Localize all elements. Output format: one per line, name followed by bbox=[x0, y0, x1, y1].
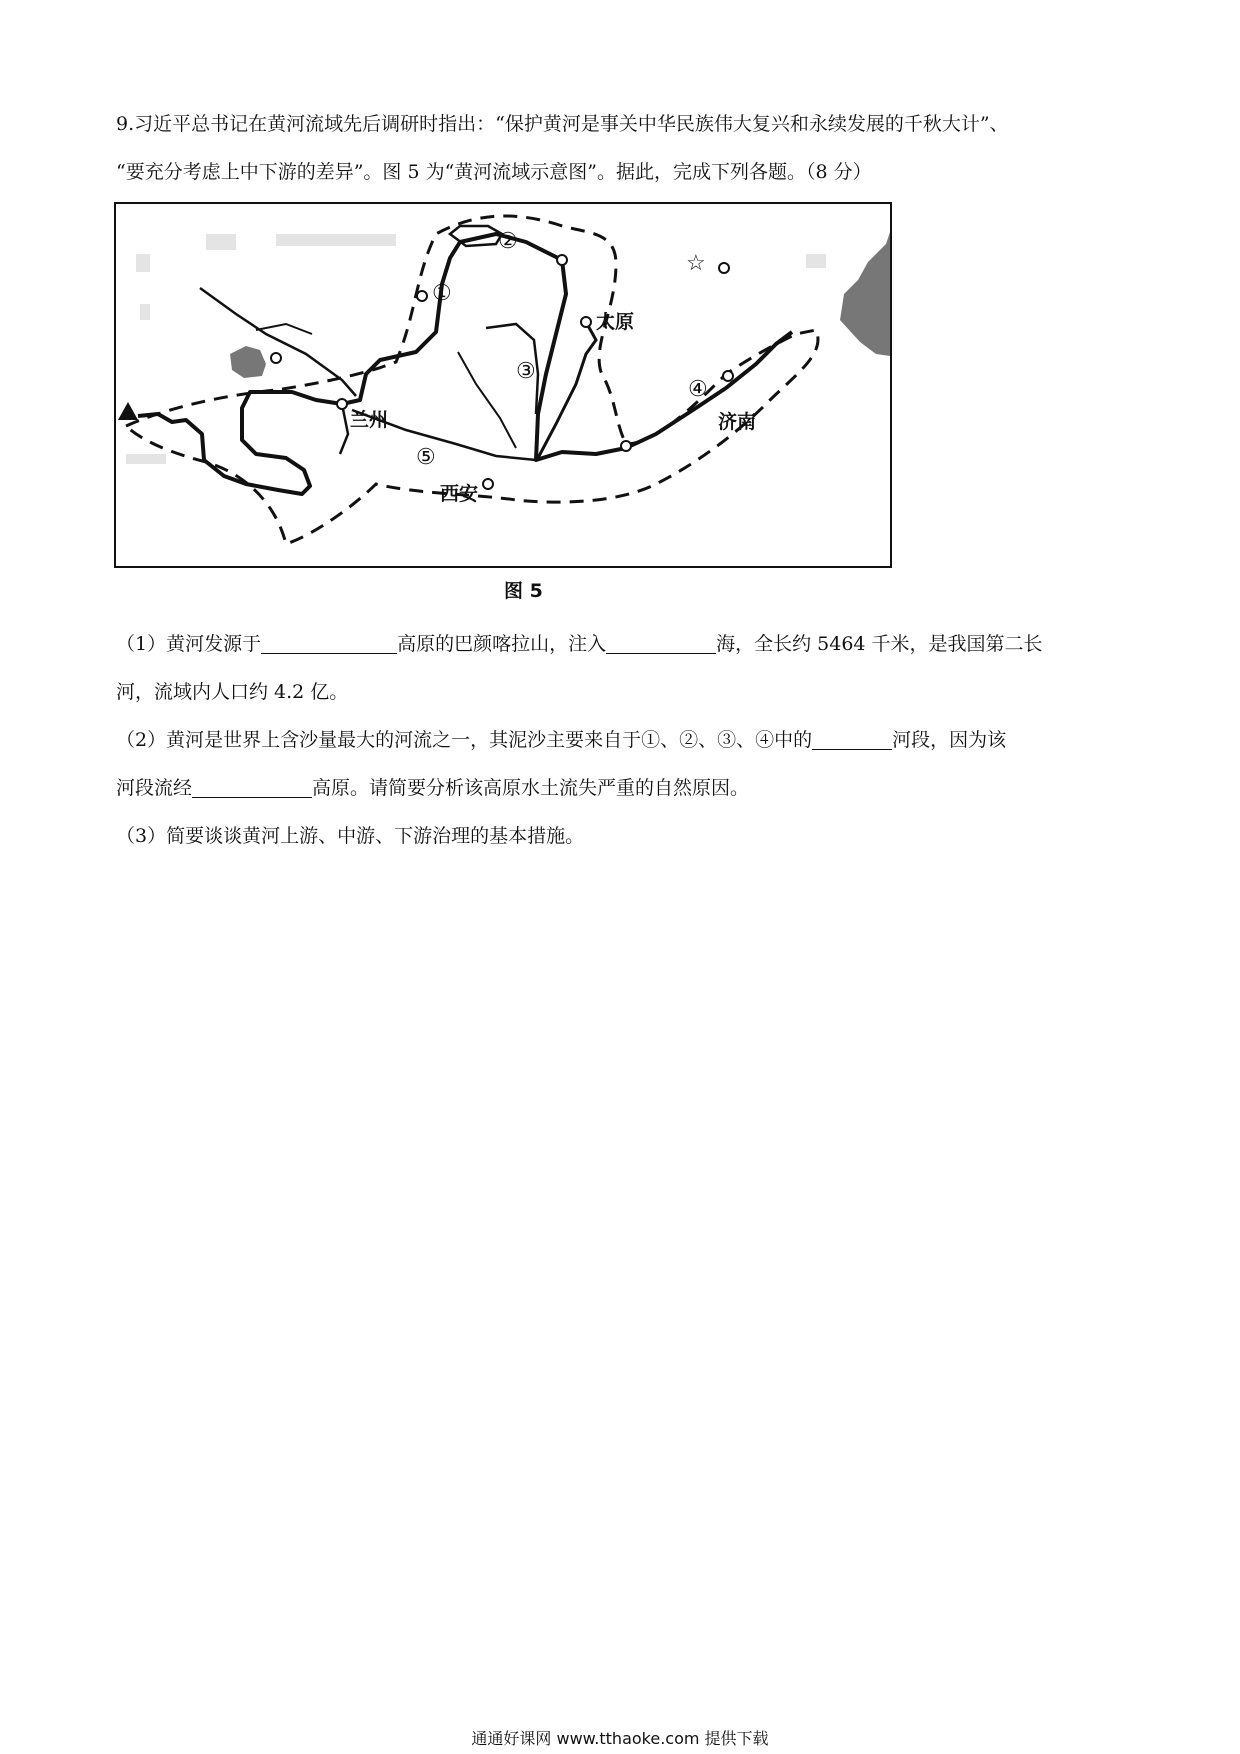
marker-5: ⑤ bbox=[416, 445, 436, 470]
q1-text-d: 河，流域内人口约 4.2 亿。 bbox=[116, 681, 349, 703]
q1-text-a: （1）黄河发源于 bbox=[116, 633, 262, 655]
question-intro-line1: 9.习近平总书记在黄河流域先后调研时指出：“保护黄河是事关中华民族伟大复兴和永续发展的千秋大计”、 bbox=[116, 113, 1009, 135]
city-dot-jinan bbox=[723, 371, 733, 381]
q2-text-d: 高原。请简要分析该高原水土流失严重的自然原因。 bbox=[312, 777, 750, 799]
fen-river bbox=[538, 322, 596, 458]
marker-4: ④ bbox=[688, 377, 708, 402]
sub-question-2 bbox=[116, 716, 1136, 812]
capital-star-icon: ☆ bbox=[686, 251, 706, 276]
city-dot-taiyuan bbox=[581, 317, 591, 327]
source-triangle-icon bbox=[118, 402, 138, 420]
q2-text-b: 河段，因为该 bbox=[892, 729, 1007, 751]
q1-blank-sea[interactable] bbox=[606, 631, 716, 654]
lake-shape bbox=[230, 346, 266, 378]
label-xian: 西安 bbox=[440, 483, 479, 505]
q2-text-c: 河段流经 bbox=[116, 777, 193, 799]
city-dot-zhengzhou bbox=[621, 441, 631, 451]
sub-question-1 bbox=[116, 620, 1136, 716]
bohai-sea-shape bbox=[840, 232, 890, 356]
marker-2: ② bbox=[498, 229, 518, 254]
label-jinan: 济南 bbox=[718, 411, 757, 433]
q1-text-c: 海，全长约 5464 千米，是我国第二长 bbox=[716, 633, 1043, 655]
q2-blank-section[interactable] bbox=[812, 727, 892, 750]
label-taiyuan: 太原 bbox=[596, 311, 635, 333]
city-dot-hohhot bbox=[557, 255, 567, 265]
q3-text: （3）简要谈谈黄河上游、中游、下游治理的基本措施。 bbox=[116, 825, 585, 847]
city-dot-lanzhou bbox=[337, 399, 347, 409]
q1-blank-plateau[interactable] bbox=[261, 631, 397, 654]
tao-river bbox=[340, 404, 348, 454]
river-tributary-west bbox=[458, 352, 516, 448]
figure-caption: 图 5 bbox=[504, 580, 543, 602]
label-lanzhou: 兰州 bbox=[350, 409, 389, 431]
yellow-river-basin-map bbox=[114, 202, 892, 568]
question-intro bbox=[116, 100, 1136, 196]
city-dot-baotou bbox=[417, 291, 427, 301]
q2-blank-plateau[interactable] bbox=[192, 775, 312, 798]
city-dot-xian bbox=[483, 479, 493, 489]
q1-text-b: 高原的巴颜喀拉山，注入 bbox=[397, 633, 607, 655]
city-dot-xining bbox=[271, 353, 281, 363]
marker-1: ① bbox=[432, 281, 452, 306]
page-footer: 通通好课网 www.tthaoke.com 提供下载 bbox=[471, 1729, 769, 1748]
city-dot-tianjin bbox=[719, 263, 729, 273]
sub-question-3 bbox=[116, 812, 1136, 860]
marker-3: ③ bbox=[516, 359, 536, 384]
q2-text-a: （2）黄河是世界上含沙量最大的河流之一，其泥沙主要来自于①、②、③、④中的 bbox=[116, 729, 813, 751]
question-intro-line2: “要充分考虑上中下游的差异”。图 5 为“黄河流域示意图”。据此，完成下列各题。（8 分） bbox=[116, 161, 872, 183]
map-drawing bbox=[116, 204, 890, 566]
